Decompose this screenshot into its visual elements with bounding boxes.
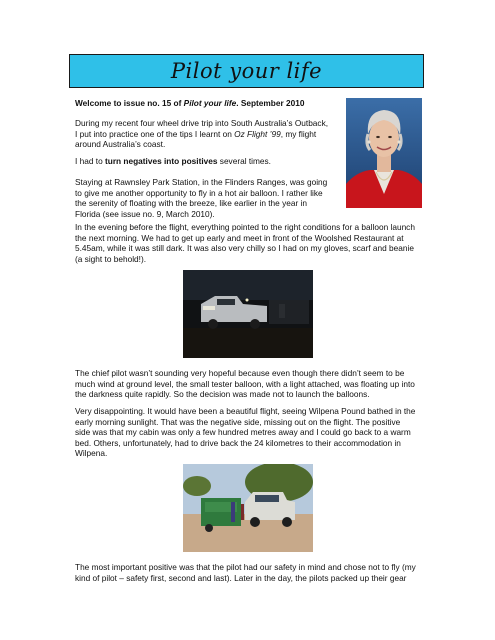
paragraph-chief-pilot xyxy=(75,368,425,400)
daytime-trailer-photo xyxy=(183,464,313,552)
p2-prefix: I had to xyxy=(75,156,105,166)
p3-line3: the serenity of floating with the breeze, like earlier in the year in xyxy=(75,198,307,208)
p1-line2-end: , my flight xyxy=(280,128,317,139)
paragraph-rawnsley xyxy=(75,177,343,219)
p4-line2: the next morning. We had to get up early and meet in front of the Woolshed Restaurant at xyxy=(75,232,404,243)
p1-line2: I put into practice one of the tips I learnt on xyxy=(75,128,235,139)
p4-line1: In the evening before the flight, everything pointed to the right conditions for a balloon launch xyxy=(75,222,415,232)
p1-line3: around Australia’s coast. xyxy=(75,139,166,149)
p3-line4: Florida (see issue no. 9, March 2010). xyxy=(75,208,215,219)
p5-line1: The chief pilot wasn’t sounding very hopeful because even though there didn’t seem to be xyxy=(75,368,405,378)
paragraph-disappointing xyxy=(75,406,425,459)
paragraph-positive xyxy=(75,562,425,583)
p3-line1: Staying at Rawnsley Park Station, in the Flinders Ranges, was going xyxy=(75,177,328,187)
p2-bold: turn negatives into positives xyxy=(104,156,218,166)
author-portrait xyxy=(346,98,422,208)
p4-line3: 5.45am, while it was still dark. It was also very chilly so I had on my gloves, scarf and beanie xyxy=(75,243,414,253)
intro-suffix: . September 2010 xyxy=(236,98,305,108)
p6-line1: Very disappointing. It would have been a beautiful flight, seeing Wilpena Pound bathed in the xyxy=(75,406,416,416)
p7-line2: kind of pilot – safety first, second and last). Later in the day, the pilots packed up their gear xyxy=(75,572,407,583)
paragraph-trip xyxy=(75,118,343,150)
p7-line1: The most important positive was that the pilot had our safety in mind and chose not to fly (my xyxy=(75,562,416,572)
intro-line xyxy=(75,98,340,109)
p4-line4: (a sight to behold!). xyxy=(75,253,147,264)
p6-line5: Wilpena. xyxy=(75,448,108,458)
p6-line2: early morning sunlight. That was the negative side, missing out on the flight. The positive xyxy=(75,416,401,427)
night-vehicle-photo xyxy=(183,270,313,358)
intro-prefix: Welcome to issue no. 15 of xyxy=(75,98,184,108)
p5-line3: the darkness quite rapidly. So the decision was made not to launch the balloons. xyxy=(75,389,370,399)
title-banner xyxy=(69,54,424,88)
p2-suffix: several times. xyxy=(217,156,271,166)
intro-publication: Pilot your life xyxy=(183,98,237,108)
p5-line2: much wind at ground level, the small tester balloon, with a light attached, was floating up into xyxy=(75,378,415,389)
paragraph-evening xyxy=(75,222,425,264)
p6-line3: side was that my cabin was only a few hundred metres away and I could go back to a warm xyxy=(75,427,411,437)
p6-line4: bed. Others, unfortunately, had to drive back the 24 kilometres to their accommodation in xyxy=(75,437,401,448)
p3-line2: to give me another opportunity to fly in a hot air balloon. I rather like xyxy=(75,187,323,198)
book-title: Oz Flight ’99 xyxy=(234,128,281,139)
paragraph-negatives xyxy=(75,156,343,167)
newsletter-title: Pilot your life xyxy=(170,59,323,83)
p1-line1: During my recent four wheel drive trip into South Australia’s Outback, xyxy=(75,118,329,128)
